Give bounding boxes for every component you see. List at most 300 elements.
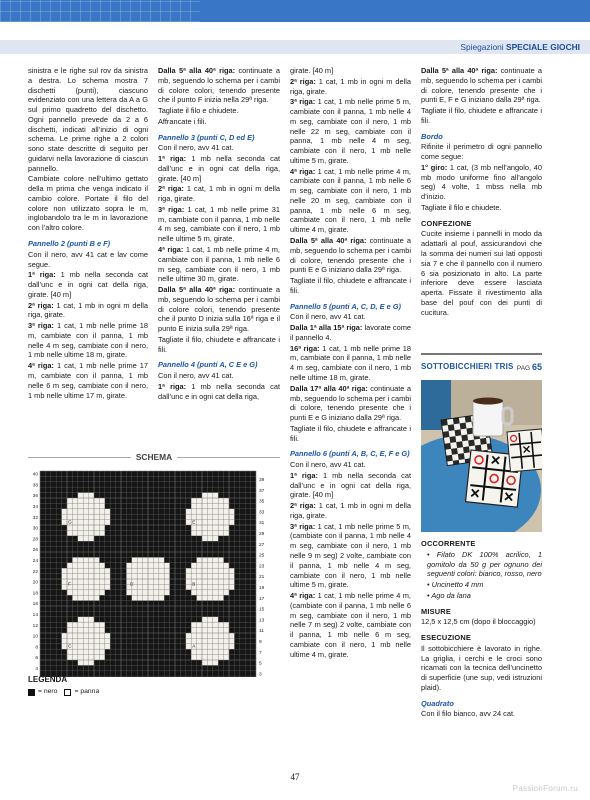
- cream-cell: [213, 660, 218, 665]
- cream-cell: [207, 617, 212, 622]
- cream-cell: [213, 525, 218, 530]
- instruction-row: Dalla 5ª alla 40ª riga: continuate a mb, seguendo lo schema per i cambi di colore, tenendo presente che i punti E, F e G iniziano dalla 29ª riga.: [421, 66, 542, 105]
- cream-cell: [99, 633, 104, 638]
- panel-4-start: Con il nero, avv 41 cat.: [158, 371, 234, 381]
- cream-cell: [202, 579, 207, 584]
- cream-cell: [83, 563, 88, 568]
- row-label: 8: [35, 645, 38, 651]
- instruction-row: 3ª riga: 1 cat, 1 mb nelle prime 5 m, (cambiate con il panna, 1 mb nelle 4 m seg, cambiate con il nero, 1 mb nelle 9 m seg) 2 volte, cambiate con il panna, 1 mb nelle 4 m seg, cambiate con il nero, 1 mb nelle ultime 5 m, girate.: [290, 521, 411, 590]
- cream-cell: [218, 568, 223, 573]
- cream-cell: [164, 590, 169, 595]
- cream-cell: [213, 628, 218, 633]
- dot-letter: F: [68, 581, 71, 587]
- cream-cell: [78, 579, 83, 584]
- cream-cell: [78, 498, 83, 503]
- cream-cell: [143, 557, 148, 562]
- cream-cell: [105, 520, 110, 525]
- confezione-title: CONFEZIONE: [421, 218, 472, 228]
- material-item: • Filato DK 100% acrilico, 1 gomitolo da 50 g per ognuno dei seguenti colori: bianco, rosso, nero: [427, 549, 542, 579]
- cream-cell: [197, 530, 202, 535]
- instruction-row: 4ª riga: 1 cat, 1 mb nelle prime 4 m, cambiate con il panna, 1 mb nelle 6 m seg, cambiate con il nero, 1 mb nelle 20 m seg, cambiate con il panna, 1 mb nelle 6 m seg, cambiate con il nero, 1 mb nelle ultime 4 m, girate.: [290, 166, 411, 235]
- cream-cell: [78, 563, 83, 568]
- cream-cell: [132, 557, 137, 562]
- row-label: 36: [32, 494, 38, 500]
- cream-cell: [207, 536, 212, 541]
- cream-cell: [207, 660, 212, 665]
- cream-cell: [213, 574, 218, 579]
- row-label: 28: [32, 537, 38, 543]
- cream-cell: [105, 584, 110, 589]
- cream-cell: [83, 622, 88, 627]
- cream-cell: [229, 568, 234, 573]
- row-label: 20: [32, 580, 38, 586]
- cream-cell: [207, 633, 212, 638]
- cream-cell: [207, 628, 212, 633]
- cream-cell: [89, 520, 94, 525]
- cream-cell: [72, 514, 77, 519]
- cream-cell: [83, 525, 88, 530]
- cream-cell: [89, 579, 94, 584]
- panel-2-start: Con il nero, avv 41 cat e lav come segue.: [28, 249, 148, 269]
- cream-cell: [105, 514, 110, 519]
- cream-cell: [94, 509, 99, 514]
- cream-cell: [94, 520, 99, 525]
- cream-cell: [218, 530, 223, 535]
- cream-cell: [89, 557, 94, 562]
- cream-cell: [78, 584, 83, 589]
- cream-cell: [202, 628, 207, 633]
- row-label: 31: [259, 521, 265, 527]
- cream-cell: [78, 509, 83, 514]
- dot-letter: E: [192, 519, 196, 525]
- page-number: 47: [290, 772, 300, 782]
- dot-letter: A: [192, 643, 196, 649]
- cream-cell: [89, 563, 94, 568]
- cream-cell: [197, 633, 202, 638]
- dot-letter: D: [130, 581, 134, 587]
- cream-cell: [153, 584, 158, 589]
- cream-cell: [218, 633, 223, 638]
- row-label: 15: [259, 607, 265, 613]
- cream-cell: [67, 622, 72, 627]
- instruction-row: 3ª riga: 1 cat, 1 mb nelle prime 31 m, cambiate con il panna, 1 mb nelle 4 m seg, cambiate con il nero, 1 mb nelle ultime 5 m, girate.: [158, 204, 280, 244]
- cream-cell: [213, 498, 218, 503]
- cream-cell: [99, 622, 104, 627]
- cream-cell: [218, 557, 223, 562]
- cream-cell: [207, 568, 212, 573]
- cream-cell: [72, 568, 77, 573]
- cream-cell: [89, 525, 94, 530]
- cream-cell: [99, 590, 104, 595]
- text-line: Tagliate il filo e chiudete.: [158, 106, 239, 116]
- cream-cell: [62, 520, 67, 525]
- cream-cell: [207, 493, 212, 498]
- dot-letter: C: [68, 643, 72, 649]
- instruction-row: Dalla 17ª alla 40ª riga: continuate a mb, seguendo lo schema per i cambi di colore, tenendo presente che i punti E e G iniziano dalla 29ª riga.: [290, 383, 411, 423]
- column-2: [158, 66, 280, 403]
- column-4: [421, 66, 542, 318]
- cream-cell: [218, 590, 223, 595]
- cream-cell: [83, 655, 88, 660]
- cream-cell: [94, 498, 99, 503]
- cream-cell: [89, 590, 94, 595]
- row-label: 3: [259, 672, 262, 677]
- column-1: [28, 66, 148, 401]
- misure-text: 12,5 x 12,5 cm (dopo il bloccaggio): [421, 617, 536, 627]
- cream-cell: [143, 590, 148, 595]
- panel-2-title: Pannello 2 (punti B e F): [28, 239, 111, 249]
- cream-cell: [94, 622, 99, 627]
- cream-cell: [105, 509, 110, 514]
- row-label: 13: [259, 618, 265, 624]
- row-label: 18: [32, 591, 38, 597]
- material-item: • Uncinetto 4 mm: [427, 580, 484, 590]
- cream-cell: [99, 530, 104, 535]
- cream-cell: [83, 520, 88, 525]
- cream-cell: [202, 584, 207, 589]
- cream-cell: [78, 595, 83, 600]
- cream-cell: [72, 525, 77, 530]
- cream-cell: [105, 579, 110, 584]
- row-label: 39: [259, 477, 265, 483]
- cream-cell: [99, 563, 104, 568]
- cream-cell: [213, 536, 218, 541]
- cream-cell: [186, 509, 191, 514]
- cream-cell: [89, 509, 94, 514]
- cream-cell: [99, 584, 104, 589]
- cream-cell: [202, 595, 207, 600]
- cream-cell: [83, 493, 88, 498]
- cream-cell: [78, 514, 83, 519]
- instruction-row: Dalla 5ª alla 40ª riga: continuate a mb, seguendo lo schema per i cambi di colore colori, tenendo presente che il punto F inizia nella 29ª riga.: [158, 66, 280, 105]
- cream-cell: [213, 579, 218, 584]
- instruction-row: 2ª riga: 1 cat, 1 mb in ogni m della riga, girate.: [28, 300, 148, 320]
- grid-decoration: [0, 0, 200, 22]
- cream-cell: [164, 579, 169, 584]
- cream-cell: [72, 595, 77, 600]
- cream-cell: [197, 584, 202, 589]
- cream-cell: [89, 655, 94, 660]
- cream-cell: [148, 574, 153, 579]
- text-line: Tagliate il filo e chiudete.: [421, 202, 502, 212]
- cream-cell: [137, 557, 142, 562]
- instruction-row: 2ª riga: 1 cat, 1 mb in ogni m della riga, girate.: [290, 76, 411, 96]
- row-label: 35: [259, 499, 265, 505]
- instruction-row: Dalla 5ª alla 40ª riga: continuate a mb, seguendo lo schema per i cambi di colore, tenendo presente che i punti E e G iniziano dalla 29ª riga.: [290, 236, 411, 275]
- cream-cell: [89, 498, 94, 503]
- cream-cell: [159, 557, 164, 562]
- cream-cell: [62, 509, 67, 514]
- quadrato-text: Con il filo bianco, avv 24 cat.: [421, 709, 516, 719]
- text-line: Rifinite il perimetro di ogni pannello come segue:: [421, 142, 542, 162]
- cream-cell: [186, 644, 191, 649]
- cream-cell: [105, 633, 110, 638]
- cream-cell: [229, 520, 234, 525]
- intro-text-2: Cambiate colore nell’ultimo gettato della m prima che venga indicato il cambio colore. Portate il filo del colore non utilizzato sopra le m, inglobandolo tra le m in lavorazione con l’altro colore.: [28, 174, 148, 233]
- cream-cell: [218, 563, 223, 568]
- cream-cell: [197, 509, 202, 514]
- cream-cell: [62, 579, 67, 584]
- cream-cell: [159, 590, 164, 595]
- cream-cell: [78, 660, 83, 665]
- cream-cell: [197, 568, 202, 573]
- cream-cell: [207, 638, 212, 643]
- cream-cell: [132, 574, 137, 579]
- occorrente-title: OCCORRENTE: [421, 539, 476, 548]
- text-line: Tagliate il filo, chiudete e affrancate i fili.: [158, 334, 280, 354]
- cream-cell: [148, 584, 153, 589]
- cream-cell: [89, 617, 94, 622]
- cream-cell: [132, 590, 137, 595]
- cream-cell: [207, 525, 212, 530]
- cream-cell: [197, 503, 202, 508]
- cream-cell: [207, 655, 212, 660]
- cream-cell: [72, 628, 77, 633]
- cream-cell: [78, 649, 83, 654]
- row-label: 19: [259, 585, 265, 591]
- cream-cell: [137, 590, 142, 595]
- cream-cell: [94, 530, 99, 535]
- cream-cell: [229, 509, 234, 514]
- cream-cell: [132, 595, 137, 600]
- cream-cell: [224, 514, 229, 519]
- sidebar-rule: [421, 353, 542, 355]
- cream-cell: [207, 590, 212, 595]
- cream-cell: [94, 557, 99, 562]
- cream-cell: [132, 563, 137, 568]
- cream-cell: [207, 644, 212, 649]
- cream-cell: [153, 579, 158, 584]
- cream-cell: [94, 525, 99, 530]
- cream-cell: [186, 574, 191, 579]
- cream-cell: [99, 503, 104, 508]
- cream-cell: [89, 530, 94, 535]
- cream-cell: [105, 568, 110, 573]
- cream-cell: [89, 574, 94, 579]
- cream-cell: [197, 498, 202, 503]
- cream-cell: [72, 622, 77, 627]
- legend-title: LEGENDA: [28, 675, 68, 684]
- cream-cell: [99, 574, 104, 579]
- cream-cell: [62, 568, 67, 573]
- cream-cell: [89, 568, 94, 573]
- section-pre: Spiegazioni: [460, 42, 504, 52]
- schema-chart: [28, 467, 280, 677]
- cream-cell: [94, 574, 99, 579]
- cream-cell: [72, 633, 77, 638]
- cream-cell: [218, 595, 223, 600]
- cream-cell: [72, 638, 77, 643]
- cream-cell: [67, 574, 72, 579]
- cream-cell: [89, 660, 94, 665]
- cream-cell: [83, 530, 88, 535]
- cream-cell: [143, 584, 148, 589]
- cream-cell: [218, 525, 223, 530]
- cream-cell: [229, 514, 234, 519]
- cream-cell: [89, 622, 94, 627]
- cream-cell: [224, 633, 229, 638]
- cream-cell: [213, 617, 218, 622]
- cream-cell: [78, 617, 83, 622]
- cream-cell: [202, 493, 207, 498]
- cream-cell: [197, 595, 202, 600]
- cream-cell: [83, 514, 88, 519]
- cream-cell: [143, 579, 148, 584]
- cream-cell: [213, 633, 218, 638]
- cream-cell: [159, 563, 164, 568]
- cream-cell: [224, 530, 229, 535]
- cream-cell: [148, 563, 153, 568]
- cream-cell: [89, 649, 94, 654]
- cream-cell: [213, 493, 218, 498]
- cream-cell: [78, 644, 83, 649]
- cream-cell: [62, 638, 67, 643]
- cream-cell: [72, 557, 77, 562]
- cream-cell: [83, 509, 88, 514]
- cream-cell: [99, 579, 104, 584]
- cream-cell: [213, 644, 218, 649]
- row-label: 22: [32, 569, 38, 575]
- panel-3-title: Pannello 3 (punti C, D ed E): [158, 132, 255, 142]
- cream-cell: [224, 590, 229, 595]
- cream-cell: [78, 628, 83, 633]
- text-line: girate. [40 m]: [290, 66, 334, 75]
- cream-cell: [197, 579, 202, 584]
- cream-cell: [94, 633, 99, 638]
- row-label: 38: [32, 483, 38, 489]
- cream-cell: [62, 574, 67, 579]
- cream-cell: [207, 649, 212, 654]
- coasters-illustration: [421, 380, 542, 532]
- misure-title: MISURE: [421, 606, 451, 616]
- cream-cell: [67, 530, 72, 535]
- cream-cell: [83, 584, 88, 589]
- dot-letter: B: [192, 581, 196, 587]
- cream-cell: [191, 590, 196, 595]
- cream-cell: [72, 520, 77, 525]
- cream-cell: [132, 568, 137, 573]
- cream-cell: [202, 622, 207, 627]
- cream-cell: [224, 649, 229, 654]
- bordo-title: Bordo: [421, 131, 443, 141]
- cream-cell: [207, 520, 212, 525]
- cream-cell: [207, 563, 212, 568]
- text-line: Tagliate il filo, chiudete e affrancate i fili.: [290, 423, 411, 443]
- cream-cell: [229, 579, 234, 584]
- cream-cell: [191, 563, 196, 568]
- row-label: 5: [259, 661, 262, 667]
- cream-cell: [67, 568, 72, 573]
- cream-cell: [89, 644, 94, 649]
- cream-cell: [153, 595, 158, 600]
- cream-cell: [94, 579, 99, 584]
- cream-cell: [72, 655, 77, 660]
- cream-cell: [148, 590, 153, 595]
- row-label: 12: [32, 623, 38, 629]
- cream-cell: [207, 498, 212, 503]
- cream-cell: [159, 584, 164, 589]
- cream-cell: [159, 568, 164, 573]
- cream-cell: [143, 563, 148, 568]
- cream-cell: [83, 628, 88, 633]
- cream-cell: [137, 574, 142, 579]
- cream-cell: [94, 563, 99, 568]
- cream-cell: [213, 563, 218, 568]
- cream-cell: [83, 503, 88, 508]
- cream-cell: [78, 633, 83, 638]
- cream-cell: [99, 655, 104, 660]
- cream-cell: [207, 595, 212, 600]
- cream-cell: [229, 638, 234, 643]
- legend: [28, 675, 148, 697]
- cream-cell: [191, 503, 196, 508]
- cream-cell: [191, 509, 196, 514]
- cream-cell: [67, 655, 72, 660]
- cream-cell: [99, 514, 104, 519]
- cream-cell: [72, 503, 77, 508]
- instruction-row: Dalla 5ª alla 40ª riga: continuate a mb, seguendo lo schema per i cambi di colore colori, tenendo presente che il punto D inizia sulla 16ª riga e il punto E inizia sulla 29ª riga.: [158, 285, 280, 334]
- cream-cell: [218, 584, 223, 589]
- cream-cell: [105, 644, 110, 649]
- cream-cell: [197, 644, 202, 649]
- cream-cell: [62, 644, 67, 649]
- cream-cell: [191, 655, 196, 660]
- cream-cell: [72, 498, 77, 503]
- panel-4-title: Pannello 4 (punti A, C E e G): [158, 360, 258, 370]
- cream-cell: [202, 660, 207, 665]
- cream-cell: [143, 595, 148, 600]
- instruction-row: 2ª riga: 1 cat, 1 mb in ogni m della riga, girate.: [158, 184, 280, 204]
- black-swatch: [28, 689, 35, 696]
- instruction-row: 3ª riga: 1 cat, 1 mb nelle prime 5 m, cambiate con il panna, 1 mb nelle 4 m seg, cambiate con il nero, 1 mb nelle 22 m seg, cambiate con il panna, 1 mb nelle 4 m seg, cambiate con il nero, 1 mb nelle ultime 5 m, girate.: [290, 97, 411, 165]
- cream-cell: [94, 638, 99, 643]
- cream-cell: [89, 584, 94, 589]
- cream-cell: [213, 655, 218, 660]
- panel-5-start: Con il nero, avv 41 cat.: [290, 312, 366, 322]
- cream-cell: [186, 568, 191, 573]
- cream-cell: [191, 633, 196, 638]
- intro-text: sinistra e le righe sul rov da sinistra a destra. Lo schema mostra 7 dischetti (punti), ciascuno evidenziato con una lettera da A a G sul primo quadretto del dischetto. Ogni pannello prevede da 2 a 6 dischetti, indicati all’inizio di ogni schema. Le prime righe a 2 colori sono state descritte di seguito per guidarvi nella lavorazione di ciascun pannello.: [28, 66, 148, 173]
- cream-cell: [99, 638, 104, 643]
- cream-cell: [72, 574, 77, 579]
- cream-cell: [207, 579, 212, 584]
- instruction-row: 1ª riga: 1 mb nella seconda cat dall’unc e in ogni cat della riga, girate. [40 m]: [290, 470, 411, 500]
- esecuzione-title: ESECUZIONE: [421, 633, 472, 643]
- cream-cell: [94, 584, 99, 589]
- section-label: [460, 40, 580, 54]
- cream-cell: [72, 579, 77, 584]
- cream-cell: [89, 633, 94, 638]
- cream-cell: [218, 509, 223, 514]
- cream-cell: [89, 536, 94, 541]
- cream-cell: [186, 633, 191, 638]
- cream-cell: [224, 568, 229, 573]
- cream-cell: [218, 628, 223, 633]
- cream-cell: [67, 525, 72, 530]
- cream-cell: [83, 579, 88, 584]
- cream-cell: [78, 557, 83, 562]
- cream-cell: [213, 530, 218, 535]
- cream-cell: [224, 503, 229, 508]
- cream-cell: [67, 563, 72, 568]
- cream-cell: [229, 633, 234, 638]
- row-label: 21: [259, 575, 265, 581]
- cream-cell: [78, 574, 83, 579]
- cream-cell: [186, 584, 191, 589]
- cream-cell: [202, 568, 207, 573]
- cream-cell: [83, 574, 88, 579]
- watermark: PassionForum.ru: [512, 784, 578, 793]
